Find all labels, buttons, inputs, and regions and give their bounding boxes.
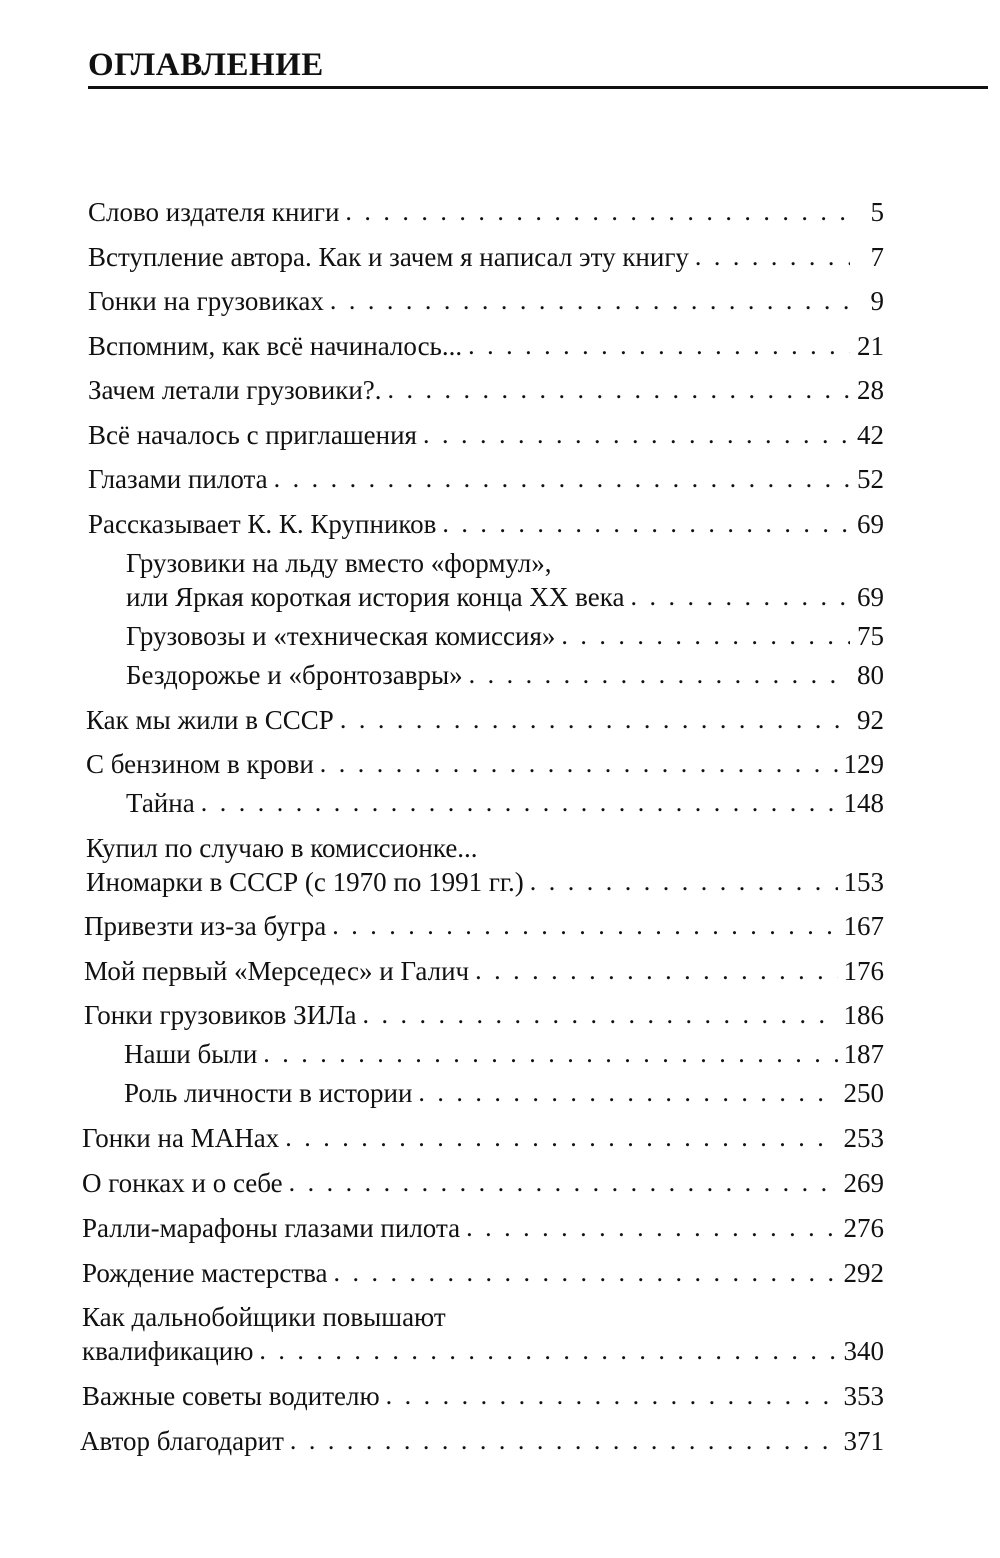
toc-entry[interactable]: [82, 1256, 884, 1290]
dot-leader: [330, 284, 850, 318]
toc-entry-title: Роль личности в истории: [124, 1078, 413, 1108]
toc-entry-title: или Яркая короткая история конца XX века: [126, 582, 625, 612]
toc-entry-title: Автор благодарит: [80, 1426, 284, 1456]
toc-entry-title: Рассказывает К. К. Крупников: [88, 509, 437, 539]
toc-entry-page: 69: [857, 509, 884, 539]
dot-leader: [332, 909, 837, 943]
toc-entry-page: 292: [843, 1258, 884, 1288]
toc-subentry[interactable]: [126, 619, 884, 653]
dot-leader: [340, 703, 850, 737]
toc-entry-title: Грузовозы и «техническая комиссия»: [126, 621, 556, 651]
toc-entry-title: Всё началось с приглашения: [88, 420, 417, 450]
toc-entry-page: 5: [870, 197, 884, 227]
toc-entry-page: 129: [843, 749, 884, 779]
dot-leader: [363, 998, 838, 1032]
dot-leader: [561, 619, 850, 653]
toc-entry-title: Гонки на грузовиках: [88, 286, 324, 316]
toc-entry-title: Глазами пилота: [88, 464, 268, 494]
dot-leader: [418, 1076, 837, 1110]
toc-entry-title: Рождение мастерства: [82, 1258, 328, 1288]
toc-entry-page: 187: [843, 1039, 884, 1069]
toc-entry-page: 42: [857, 420, 884, 450]
toc-entry[interactable]: [88, 195, 884, 229]
dot-leader: [466, 1211, 837, 1245]
toc-entry-title: Иномарки в СССР (с 1970 по 1991 гг.): [86, 867, 524, 897]
dot-leader: [285, 1121, 837, 1155]
toc-entry-title-line1: Купил по случаю в комиссионке...: [86, 833, 478, 863]
dot-leader: [201, 786, 838, 820]
toc-entry-page: 176: [843, 956, 884, 986]
toc-entry[interactable]: [88, 462, 884, 496]
toc-entry-title: Бездорожье и «бронтозавры»: [126, 660, 463, 690]
toc-entry-page: 340: [843, 1336, 884, 1366]
toc-entry-title: Вспомним, как всё начиналось...: [88, 331, 463, 361]
toc-entry-page: 92: [857, 705, 884, 735]
toc-entry-page: 269: [843, 1168, 884, 1198]
dot-leader: [388, 373, 850, 407]
toc-entry[interactable]: [84, 954, 884, 988]
toc-subentry[interactable]: [126, 658, 884, 692]
toc-entry[interactable]: [84, 998, 884, 1032]
toc-entry-title: Слово издателя книги: [88, 197, 340, 227]
toc-entry-title: Мой первый «Мерседес» и Галич: [84, 956, 470, 986]
toc-entry-title: Наши были: [124, 1039, 258, 1069]
toc-entry-title: Как мы жили в СССР: [86, 705, 334, 735]
toc-entry-title: Ралли-марафоны глазами пилота: [82, 1213, 461, 1243]
toc-entry[interactable]: [86, 747, 884, 781]
toc-entry-page: 75: [857, 621, 884, 651]
toc-entry[interactable]: [82, 1121, 884, 1155]
toc-entry[interactable]: [88, 329, 884, 363]
toc-entry-page: 167: [843, 911, 884, 941]
toc-entry-page: 7: [870, 242, 884, 272]
toc-entry-page: 186: [843, 1000, 884, 1030]
dot-leader: [334, 1256, 838, 1290]
toc-entry-title: Вступление автора. Как и зачем я написал эту книгу: [88, 242, 689, 272]
toc-subentry[interactable]: [126, 580, 884, 614]
toc-entry[interactable]: [88, 284, 884, 318]
toc-entry-title: Привезти из-за бугра: [84, 911, 327, 941]
dot-leader: [345, 195, 850, 229]
dot-leader: [530, 865, 838, 899]
toc-subentry[interactable]: [124, 1076, 884, 1110]
toc-entry[interactable]: [86, 703, 884, 737]
toc-entry-title-line1: Как дальнобойщики повышают: [82, 1302, 446, 1332]
dot-leader: [263, 1037, 837, 1071]
toc-entry-page: 28: [857, 375, 884, 405]
toc-entry[interactable]: [88, 240, 884, 274]
toc-entry-page: 21: [857, 331, 884, 361]
toc-entry-page: 253: [843, 1123, 884, 1153]
toc-entry-page: 250: [843, 1078, 884, 1108]
dot-leader: [630, 580, 850, 614]
dot-leader: [695, 240, 850, 274]
dot-leader: [423, 418, 850, 452]
toc-entry-page: 52: [857, 464, 884, 494]
toc-entry-page: 276: [843, 1213, 884, 1243]
dot-leader: [320, 747, 838, 781]
toc-subentry[interactable]: [126, 786, 884, 820]
toc-entry[interactable]: [84, 909, 884, 943]
toc-entry-title-line1: Грузовики на льду вместо «формул»,: [126, 548, 552, 578]
dot-leader: [386, 1379, 838, 1413]
toc-entry-title: квалификацию: [82, 1336, 254, 1366]
toc-entry[interactable]: [88, 507, 884, 541]
toc-entry[interactable]: [82, 1379, 884, 1413]
toc-entry-page: 153: [843, 867, 884, 897]
title-rule: [88, 86, 988, 89]
toc-entry-title: Гонки на МАНах: [82, 1123, 280, 1153]
toc-entry[interactable]: [86, 865, 884, 899]
page-title: ОГЛАВЛЕНИЕ: [88, 47, 324, 83]
toc-entry-title: О гонках и о себе: [82, 1168, 283, 1198]
dot-leader: [259, 1334, 837, 1368]
dot-leader: [274, 462, 850, 496]
dot-leader: [468, 329, 850, 363]
toc-entry-title: Важные советы водителю: [82, 1381, 380, 1411]
toc-entry[interactable]: [82, 1166, 884, 1200]
toc-entry-title: Гонки грузовиков ЗИЛа: [84, 1000, 357, 1030]
dot-leader: [290, 1424, 838, 1458]
toc-entry[interactable]: [88, 373, 884, 407]
toc-entry-title: С бензином в крови: [86, 749, 314, 779]
toc-entry-title: Тайна: [126, 788, 195, 818]
toc-entry-page: 371: [843, 1426, 884, 1456]
toc-entry-page: 353: [843, 1381, 884, 1411]
toc-entry[interactable]: [82, 1334, 884, 1368]
toc-entry-page: 9: [870, 286, 884, 316]
toc-entry[interactable]: [82, 1211, 884, 1245]
toc-entry-page: 69: [857, 582, 884, 612]
dot-leader: [442, 507, 850, 541]
toc-entry-page: 80: [857, 660, 884, 690]
dot-leader: [475, 954, 837, 988]
toc-entry-page: 148: [843, 788, 884, 818]
toc-entry-title: Зачем летали грузовики?.: [88, 375, 382, 405]
toc-entry[interactable]: [80, 1424, 884, 1458]
toc-entry[interactable]: [88, 418, 884, 452]
dot-leader: [289, 1166, 838, 1200]
toc-subentry[interactable]: [124, 1037, 884, 1071]
dot-leader: [469, 658, 850, 692]
